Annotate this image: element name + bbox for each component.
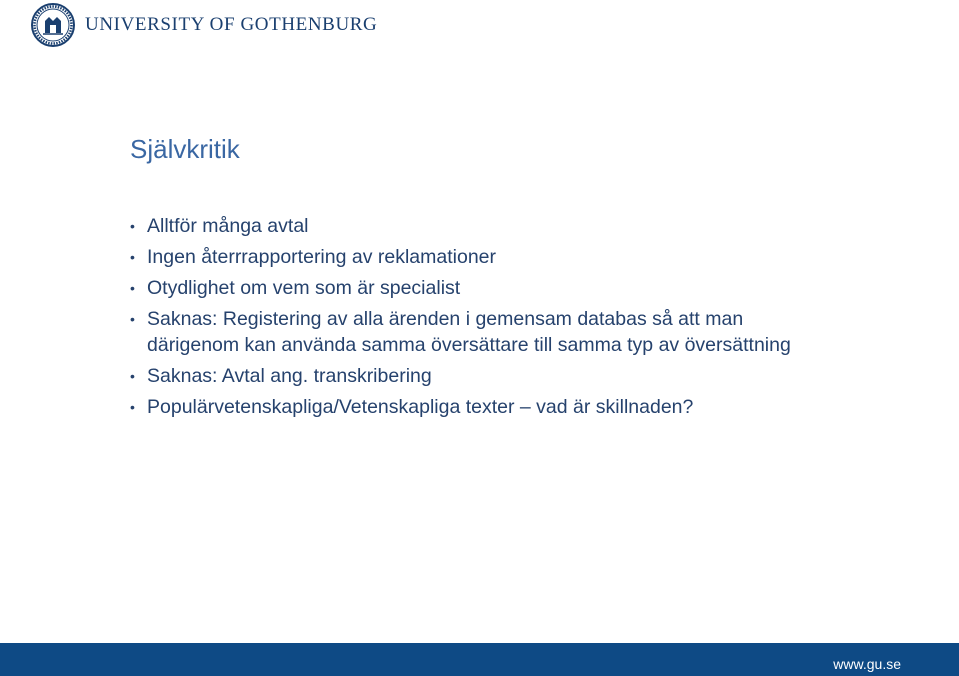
bullet-item bbox=[130, 307, 830, 358]
bullet-icon: • bbox=[130, 249, 135, 265]
bullet-text: Saknas: Registering av alla ärenden i gemensam databas så att man därigenom kan använda samma översättare till samma typ av översättning bbox=[147, 308, 791, 356]
bullet-list bbox=[130, 214, 830, 426]
bullet-item bbox=[130, 214, 830, 240]
bullet-item bbox=[130, 364, 830, 390]
bullet-icon: • bbox=[130, 367, 135, 384]
header bbox=[31, 2, 377, 48]
bullet-text: Populärvetenskapliga/Vetenskapliga texter – vad är skillnaden? bbox=[147, 395, 694, 418]
slide-title: Självkritik bbox=[130, 134, 240, 164]
bullet-icon: • bbox=[130, 398, 135, 415]
bullet-text: Otydlighet om vem som är specialist bbox=[147, 277, 461, 299]
bullet-text: Ingen återrrapportering av reklamationer bbox=[147, 246, 497, 268]
footer-bar bbox=[0, 643, 959, 676]
bullet-icon: • bbox=[130, 280, 135, 296]
footer-url-link[interactable]: www.gu.se bbox=[833, 656, 901, 672]
university-name: UNIVERSITY OF GOTHENBURG bbox=[85, 14, 378, 35]
university-seal-icon bbox=[31, 3, 75, 47]
bullet-text: Saknas: Avtal ang. transkribering bbox=[147, 364, 432, 387]
bullet-item bbox=[130, 276, 830, 302]
bullet-item bbox=[130, 395, 830, 421]
bullet-icon: • bbox=[130, 218, 135, 234]
bullet-text: Alltför många avtal bbox=[147, 215, 309, 237]
bullet-icon: • bbox=[130, 311, 135, 327]
bullet-item bbox=[130, 245, 830, 271]
